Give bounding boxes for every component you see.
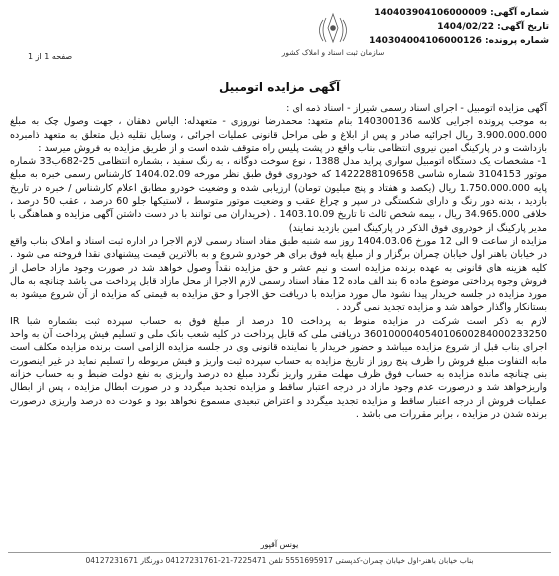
meta-label: تاریخ آگهی: — [497, 22, 549, 32]
footer-divider — [8, 552, 551, 553]
meta-row — [369, 34, 549, 48]
notice-title: آگهی مزایده اتومبیل — [218, 80, 341, 94]
body-paragraph: آگهی مزایده اتومبیل - اجرای اسناد رسمی شیراز - اسناد ذمه ای : — [286, 103, 547, 114]
notice-body — [10, 102, 547, 421]
meta-value: 140403904106000009 — [374, 8, 487, 18]
meta-value: 1404/02/22 — [437, 22, 494, 32]
meta-label: شماره آگهی: — [490, 8, 549, 18]
meta-value: 140304004106000126 — [369, 36, 482, 46]
signer-name: یونس آقپور — [260, 540, 299, 549]
page-number: صفحه 1 از 1 — [28, 52, 73, 61]
meta-row — [369, 20, 549, 34]
notice-meta — [369, 6, 549, 48]
body-paragraph: 1- مشخصات یک دستگاه اتومبیل سواری پراید مدل 1388 ، نوع سوخت دوگانه ، به رنگ سفید ، بشماره انتظامی 25-682ب33 شماره موتور 3104153 شماره شاسی 1422288109658 که خودروی فوق طبق نظر مورخه 1404.02.09 کارشناس رسمی خبره به مبلغ پایه 1.750.000.000 ریال (یکصد و هفتاد و پنج میلیون تومان) ارزیابی شده و وضعیت خودرو مطابق اعلام کارشناس / خبره در تاریخ بازدید ، بدنه دور رنگ و دارای شکستگی در سپر و چراغ عقب و وضعیت موتور متوسط ، لاستیکها جلو 60 درصد ، عقب 50 درصد ، خلافی 34.965.000 ریال ، بیمه شخص ثالث تا تاریخ 1403.10.09 . (خریداران می توانند با در دست داشتن آگهی مزایده و هماهنگی با مدیر پارکینگ از خودروی فوق الذکر در پارکینگ امین بازدید نمایند) — [10, 156, 547, 234]
meta-row — [369, 6, 549, 20]
body-paragraph: به موجب پرونده اجرایی کلاسه 140300136 بنام متعهد: محمدرضا نوروزی - متعهدله: الیاس دهقان ، جهت وصول چک به مبلغ 3.900.000.000 ریال اجرائیه صادر و پس از ابلاغ و طی مراحل قانونی عملیات اجرائی ، وسایل نقلیه ذیل متعلق به متعهد ذامبرده بازداشت و در پارکینگ امین نیروی انتظامی بناب واقع در پشت پلیس راه متوقف شده است و از طریق مزایده به فروش میرسد : — [10, 116, 547, 154]
org-name: سازمان ثبت اسناد و املاک کشور — [281, 48, 385, 57]
emblem-icon — [290, 8, 376, 48]
body-paragraph: مزایده از ساعت 9 الی 12 مورخ 1404.03.06 روز سه شنبه طبق مفاد اسناد رسمی لازم الاجرا در اداره ثبت اسناد و املاک بناب واقع در خیابان باهنر اول خیابان چمران برگزار و از مبلغ پایه فوق برای هر خودرو شروع و به بالاترین قیمت پیشنهادی نقدا فروخته می شود . کلیه هزینه های قانونی به عهده برنده مزایده است و نیم عشر و حق مزایده نقداً وصول خواهد شد در صورت وجود مازاد حاصل از فروش وجوه پرداختی موضوع ماده 6 بند الف ماده 12 مفاد اسناد رسمی لازم الاجرا از محل مازاد قابل پرداخت می باشد چنانچه به مال مورد مزایده در جلسه خریدار پیدا نشود مال مورد مزایده با دریافت حق الاجرا و حق مزایده به قیمتی که مزایده از آن شروع میشود به بستانکار واگذار خواهد شد و مزایده تجدید نمی گردد . — [10, 235, 547, 314]
body-paragraph: لازم به ذکر است شرکت در مزایده منوط به پرداخت 10 درصد از مبلغ فوق به حساب سپرده ثبت بشماره شبا IR 360100004054010600284000233250 دریافتی ملی که قابل پرداخت در کلیه شعب بانک ملی و تسلیم فیش پرداخت آن به واحد اجرای بناب قبل از شروع مزایده میباشد و حضور خریدار یا نماینده قانونی وی در جلسه مزایده الزامی است برنده مزایده مکلف است مابه التفاوت مبلغ فروش را ظرف پنج روز از تاریخ مزایده به حساب سپرده ثبت واریز و فیش مربوطه را تسلیم نماید در غیر اینصورت بنی چنانچه مانده مزایده به حساب فوق ظرف مهلت مقرر واریز نگردد مبلغ ده درصد واریزی به نفع دولت ضبط و به حساب خزانه واریزخواهد شد و درصورت عدم وجود مازاد در درجه اعتبار ساقط و مزایده تجدید میگردد و در صورت ابطال مزایده ، پس از ابطال عملیات فروش از درجه اعتبار ساقط و مزایده تجدید میگردد و اعتراض تبعیدی مسموع نخواهد بود و عودت ده درصد واریزی درصورت برنده شدن در مزایده ، برابر مقررات می باشد . — [10, 315, 547, 420]
footer-address: بناب خیابان باهنر-اول خیابان چمران-کدپستی 5551695917 تلفن 7225471-21-04127231761 دورنگار 04127231671 — [85, 556, 474, 565]
meta-label: شماره پرونده: — [485, 36, 549, 46]
